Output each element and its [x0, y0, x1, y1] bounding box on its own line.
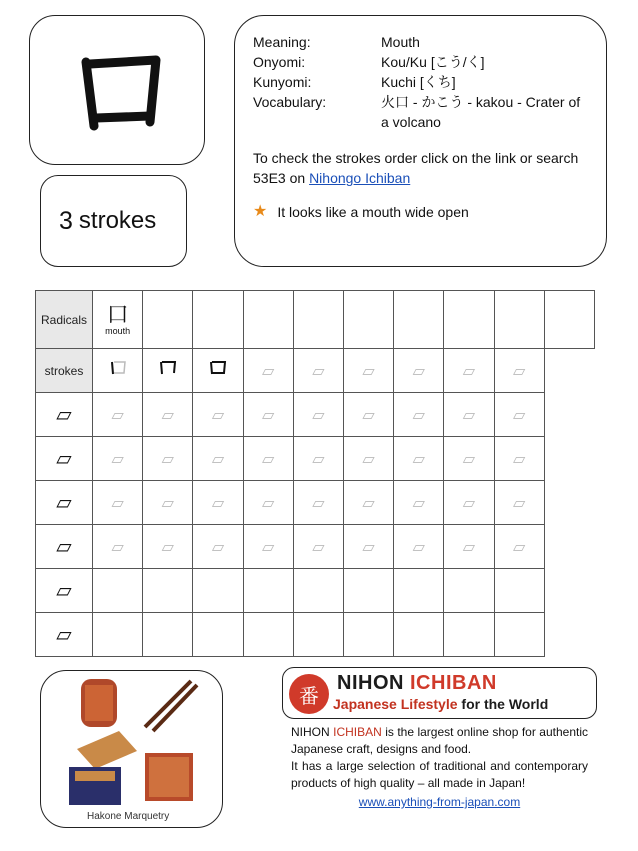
radicals-header: Radicals [36, 291, 93, 349]
meaning-value: Mouth [381, 34, 420, 50]
shop-url-link[interactable]: www.anything-from-japan.com [358, 795, 521, 809]
model-kanji: ▱ [36, 393, 93, 437]
model-kanji: ▱ [36, 569, 93, 613]
model-kanji: ▱ [36, 437, 93, 481]
stroke-label: strokes [78, 207, 157, 234]
tip-text: It looks like a mouth wide open [277, 204, 469, 220]
kanji-card [29, 15, 205, 165]
blank-practice-row [36, 613, 595, 657]
onyomi-value: Kou/Ku [こう/く] [381, 54, 485, 70]
stroke-count-card [40, 175, 187, 267]
vocabulary-label: Vocabulary: [253, 94, 327, 110]
model-kanji: ▱ [36, 481, 93, 525]
shop-desc-p1 [291, 724, 588, 758]
stroke-order-instructions [253, 148, 588, 188]
nihon-ichiban-logo: 番 [289, 674, 329, 714]
desc-nihon: NIHON [291, 725, 334, 739]
radical-char: 口 [106, 301, 129, 327]
practice-row: ▱ ▱ ▱ ▱ ▱ ▱ ▱ ▱ ▱ ▱ [36, 437, 595, 481]
shop-description [291, 724, 588, 811]
stroke-step-3 [193, 349, 243, 393]
radical-cell [93, 291, 143, 349]
banner-sub-left: Japanese Lifestyle [333, 696, 462, 712]
onyomi-label: Onyomi: [253, 54, 306, 70]
model-kanji: ▱ [36, 525, 93, 569]
banner-title-left: NIHON [337, 672, 410, 694]
shop-desc-p2: It has a large selection of traditional and contemporary products of high quality – all made in Japan! [291, 759, 588, 790]
banner-sub-right: for the World [461, 696, 549, 712]
banner-subtitle [333, 696, 548, 712]
banner-title-right: ICHIBAN [410, 672, 497, 694]
model-kanji: ▱ [36, 613, 93, 657]
radicals-row [36, 291, 595, 349]
hakone-marquetry-illustration [41, 671, 223, 811]
mnemonic-tip [253, 202, 588, 222]
ad-caption: Hakone Marquetry [87, 811, 170, 822]
kunyomi-label: Kunyomi: [253, 74, 312, 90]
stroke-step-2 [143, 349, 193, 393]
practice-row: ▱ ▱ ▱ ▱ ▱ ▱ ▱ ▱ ▱ ▱ [36, 481, 595, 525]
strokes-header: strokes [36, 349, 93, 393]
nihongo-ichiban-link[interactable]: Nihongo Ichiban [309, 170, 411, 186]
check-text: To check the strokes order click on the link or search 53E3 on [253, 150, 579, 186]
kanji-glyph [80, 54, 166, 132]
stroke-step-1 [93, 349, 143, 393]
radical-meaning: mouth [105, 325, 131, 336]
desc-ichiban: ICHIBAN [333, 725, 382, 739]
stroke-order-row: strokes ▱ ▱ ▱ ▱ ▱ ▱ [36, 349, 595, 393]
blank-practice-row [36, 569, 595, 613]
product-ad-image[interactable] [40, 670, 223, 828]
kanji-info-card [234, 15, 607, 267]
banner-title [337, 672, 497, 695]
stroke-count: 3 [59, 206, 73, 235]
practice-row: ▱ ▱ ▱ ▱ ▱ ▱ ▱ ▱ ▱ ▱ [36, 525, 595, 569]
nihon-ichiban-banner[interactable] [282, 667, 597, 719]
meaning-label: Meaning: [253, 34, 311, 50]
desc-p1-rest: is the largest online shop for authentic Japanese craft, designs and food. [291, 725, 588, 756]
practice-row: ▱ ▱ ▱ ▱ ▱ ▱ ▱ ▱ ▱ ▱ [36, 393, 595, 437]
star-icon: ★ [253, 203, 268, 220]
kunyomi-value: Kuchi [くち] [381, 74, 456, 90]
vocabulary-value: 火口 - かこう - kakou - Crater of a volcano [381, 94, 581, 130]
practice-grid [35, 290, 595, 657]
